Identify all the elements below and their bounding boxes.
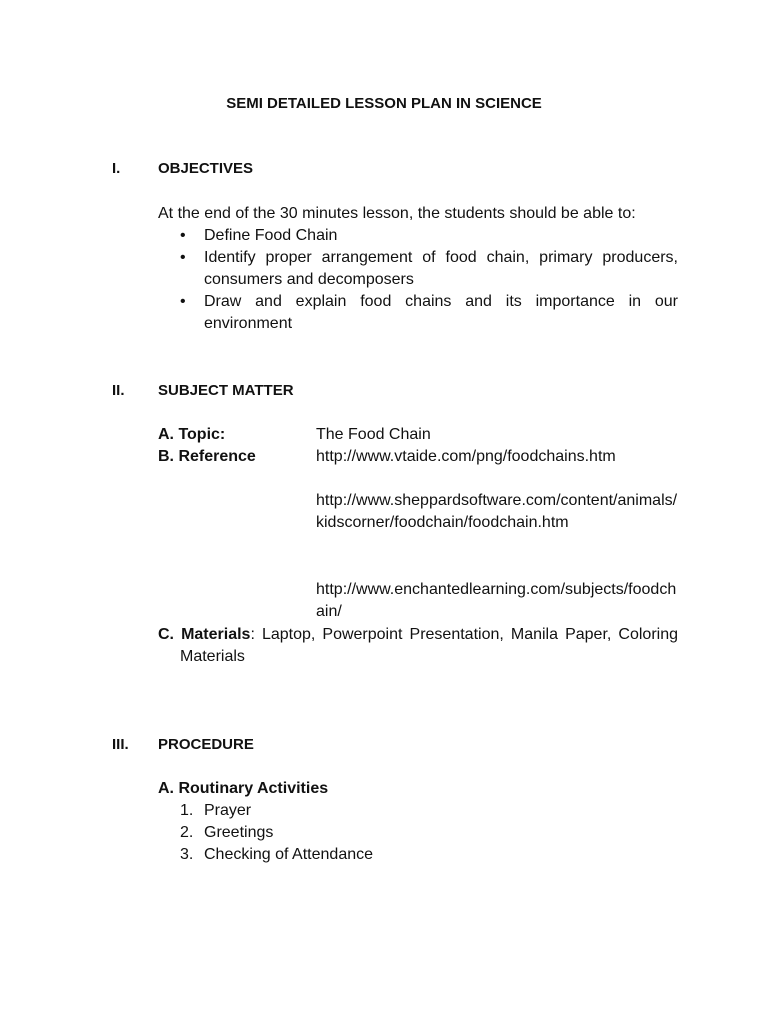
step-text: Checking of Attendance [204, 846, 374, 863]
reference-link[interactable]: http://www.sheppardsoftware.com/content/animals/kidscorner/foodchain/foodchain.htm [316, 492, 678, 531]
list-item [180, 844, 580, 866]
routinary-activities-list [180, 800, 580, 866]
objective-item: • Define Food Chain [180, 225, 678, 247]
step-number: 2. [180, 824, 194, 841]
section-numeral-procedure: III. [112, 736, 129, 753]
objectives-list [180, 225, 678, 335]
document-title: SEMI DETAILED LESSON PLAN IN SCIENCE [226, 95, 542, 112]
reference-link[interactable]: http://www.vtaide.com/png/foodchains.htm [316, 448, 616, 465]
list-item [180, 822, 580, 844]
step-number: 1. [180, 802, 194, 819]
objective-item: • Draw and explain food chains and its importance in our environment [180, 291, 678, 335]
section-numeral-subject-matter: II. [112, 382, 125, 399]
materials-line [158, 624, 678, 668]
step-number: 3. [180, 846, 194, 863]
step-text: Prayer [204, 802, 252, 819]
section-heading-procedure: PROCEDURE [158, 736, 254, 753]
objectives-intro: At the end of the 30 minutes lesson, the students should be able to: [158, 205, 636, 222]
reference-label: B. Reference [158, 448, 256, 465]
topic-label: A. Topic: [158, 426, 226, 443]
section-numeral-objectives: I. [112, 160, 121, 177]
objective-item: • Identify proper arrangement of food chain, primary producers, consumers and decomposers [180, 247, 678, 291]
materials-label: C. Materials [158, 626, 251, 643]
list-item [180, 800, 580, 822]
step-text: Greetings [204, 824, 274, 841]
reference-link[interactable]: http://www.enchantedlearning.com/subjects/foodchain/ [316, 581, 677, 620]
section-heading-subject-matter: SUBJECT MATTER [158, 382, 294, 399]
routinary-activities-heading: A. Routinary Activities [158, 780, 329, 797]
section-heading-objectives: OBJECTIVES [158, 160, 254, 177]
materials-value: : Laptop, Powerpoint Presentation, Manila Paper, Coloring Materials [180, 626, 678, 665]
topic-value: The Food Chain [316, 426, 431, 443]
